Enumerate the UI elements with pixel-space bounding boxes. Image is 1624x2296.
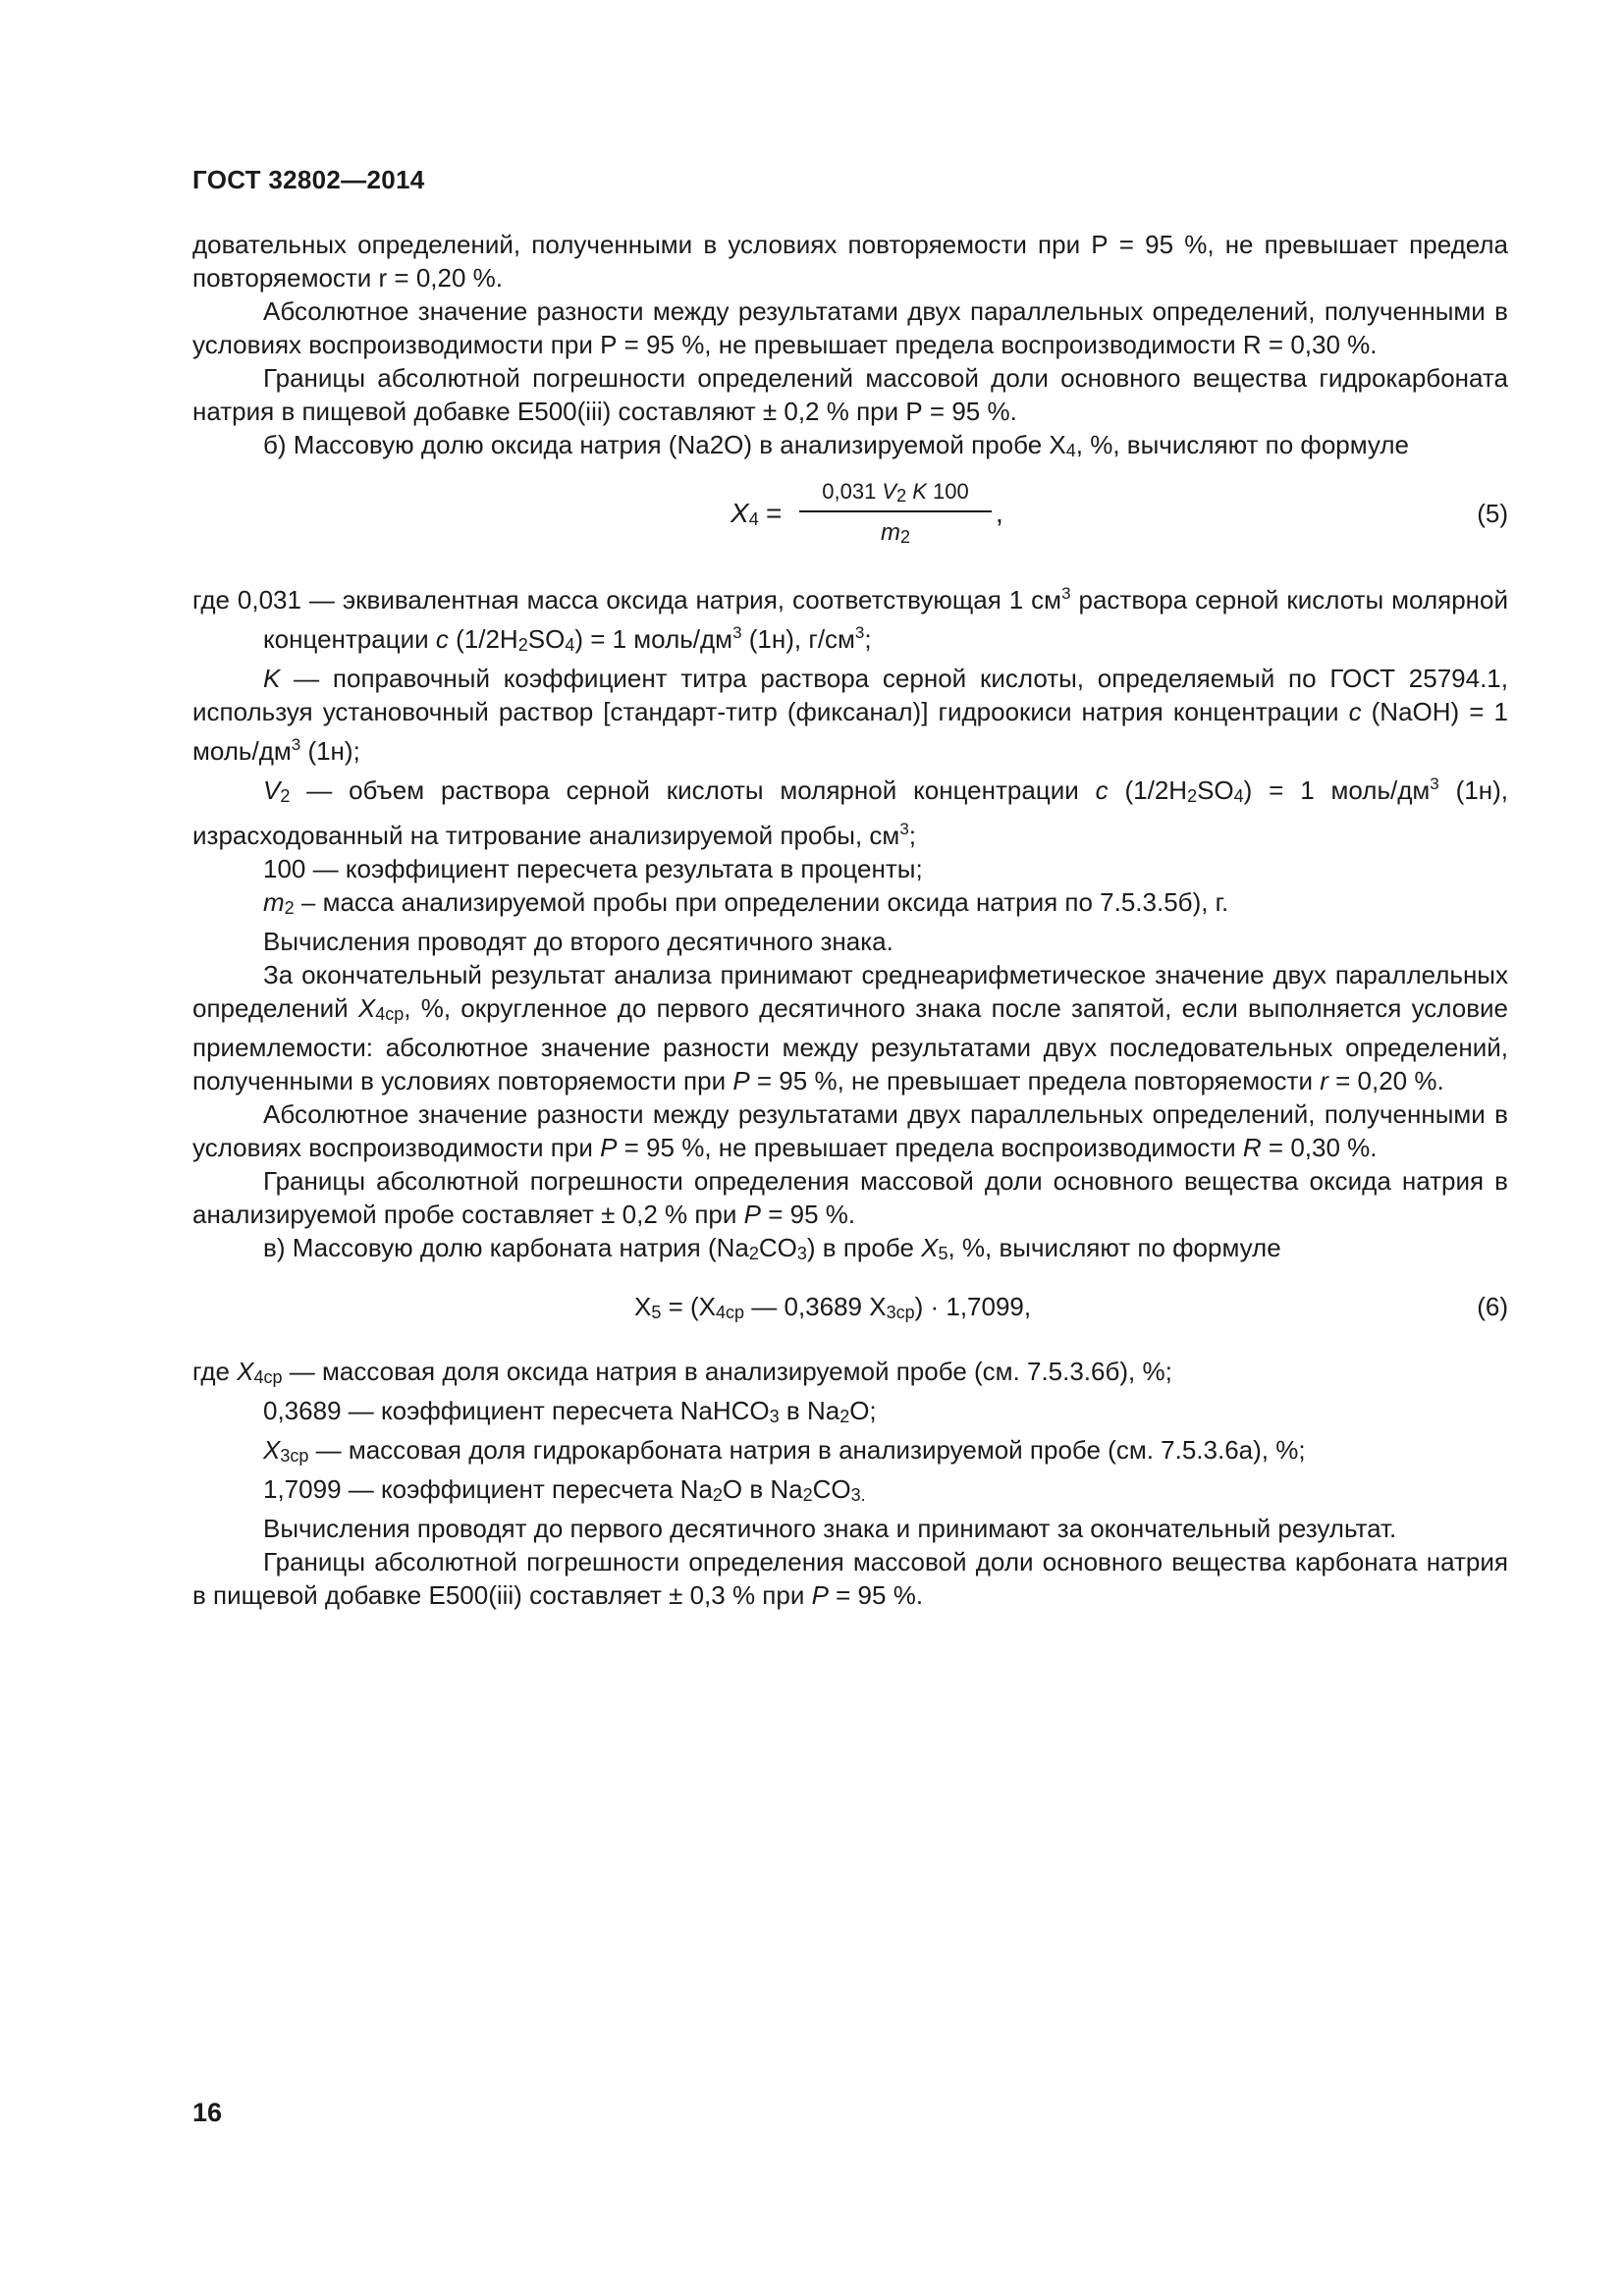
paragraph: Абсолютное значение разности между результатами двух параллельных определений, полученными в условиях воспроизводимости при Р = 95 %, не превышает предела воспроизводимости R = 0,30 %.	[192, 296, 1508, 359]
equation-number: (5)	[1477, 499, 1508, 528]
paragraph: в) Массовую долю карбоната натрия (Na2CO3) в пробе X5, %, вычисляют по формуле	[263, 1233, 1281, 1263]
where-clause: где 0,031 — эквивалентная масса оксида натрия, соответствующая 1 $см^3$ раствора серной кислоты молярной концентрации c (1/2H2SO4) = 1 моль/$дм^3$ (1н), $г/см^3$;	[192, 584, 1508, 655]
formula-numerator: 0,031 V2 K 100	[822, 479, 969, 506]
paragraph: Абсолютное значение разности между результатами двух параллельных определений, полученными в условиях воспроизводимости при P = 95 %, не превышает предела воспроизводимости R = 0,30 %.	[192, 1099, 1508, 1162]
where-item: m2 – масса анализируемой пробы при определении оксида натрия по 7.5.3.5б), г.	[263, 887, 1229, 918]
paragraph: довательных определений, полученными в условиях повторяемости при Р = 95 %, не превышает предела повторяемости r = 0,20 %.	[192, 230, 1508, 293]
document-body	[192, 228, 1508, 1612]
where-item: 1,7099 — коэффициент пересчета Na2O в Na2CO3.	[263, 1474, 866, 1505]
paragraph: Границы абсолютной погрешности определения массовой доли основного вещества карбоната натрия в пищевой добавке Е500(iii) составляет ± 0,3 % при P = 95 %.	[192, 1547, 1508, 1610]
formula-equals: =	[766, 498, 783, 528]
paragraph: б) Массовую долю оксида натрия (Na2O) в анализируемой пробе X4, %, вычисляют по формуле	[263, 430, 1409, 460]
document-header: ГОСТ 32802—2014	[192, 165, 425, 194]
formula-expression: X5 = (X4ср — 0,3689 X3ср) · 1,7099,	[634, 1292, 1032, 1322]
where-item: 100 — коэффициент пересчета результата в проценты;	[263, 854, 923, 883]
paragraph: Вычисления проводят до первого десятичного знака и принимают за окончательный результат.	[263, 1514, 1397, 1543]
paragraph: Границы абсолютной погрешности определения массовой доли основного вещества оксида натрия в анализируемой пробе составляет ± 0,2 % при P = 95 %.	[192, 1166, 1508, 1229]
where-item: K — поправочный коэффициент титра раствора серной кислоты, определяемый по ГОСТ 25794.1, используя установочный раствор [стандарт-титр (фиксанал)] гидроокиси натрия концентрации c (NaOH) = 1 моль/$дм^3$ (1н);	[192, 664, 1508, 766]
formula-comma: ,	[996, 498, 1003, 528]
equation-number: (6)	[1477, 1292, 1508, 1321]
where-clause: где X4ср — массовая доля оксида натрия в анализируемой пробе (см. 7.5.3.6б), %;	[192, 1357, 1172, 1387]
formula-6	[192, 1270, 1508, 1355]
paragraph: За окончательный результат анализа принимают среднеарифметическое значение двух параллельных определений X4ср, %, округленное до первого десятичного знака после запятой, если выполняется условие приемлемости: абсолютное значение разности между результатами двух последовательных определений, полученными в условиях повторяемости при P = 95 %, не превышает предела повторяемости r = 0,20 %.	[192, 960, 1508, 1095]
where-item: V2 — объем раствора серной кислоты молярной концентрации c (1/2H2SO4) = 1 моль/$дм^3$ (1н), израсходованный на титрование анализируемой пробы, $см^3$;	[192, 774, 1508, 850]
fraction-bar	[799, 510, 992, 512]
paragraph: Вычисления проводят до второго десятичного знака.	[263, 927, 893, 956]
formula-denominator: m2	[880, 519, 910, 547]
formula-lhs: X4	[731, 498, 759, 529]
paragraph: Границы абсолютной погрешности определений массовой доли основного вещества гидрокарбоната натрия в пищевой добавке Е500(iii) составляют ± 0,2 % при Р = 95 %.	[192, 363, 1508, 426]
formula-5	[192, 467, 1508, 577]
where-item: X3ср — массовая доля гидрокарбоната натрия в анализируемой пробе (см. 7.5.3.6а), %;	[263, 1435, 1306, 1466]
where-item: 0,3689 — коэффициент пересчета NaHCO3 в Na2O;	[263, 1396, 877, 1426]
page-number: 16	[192, 2098, 223, 2127]
